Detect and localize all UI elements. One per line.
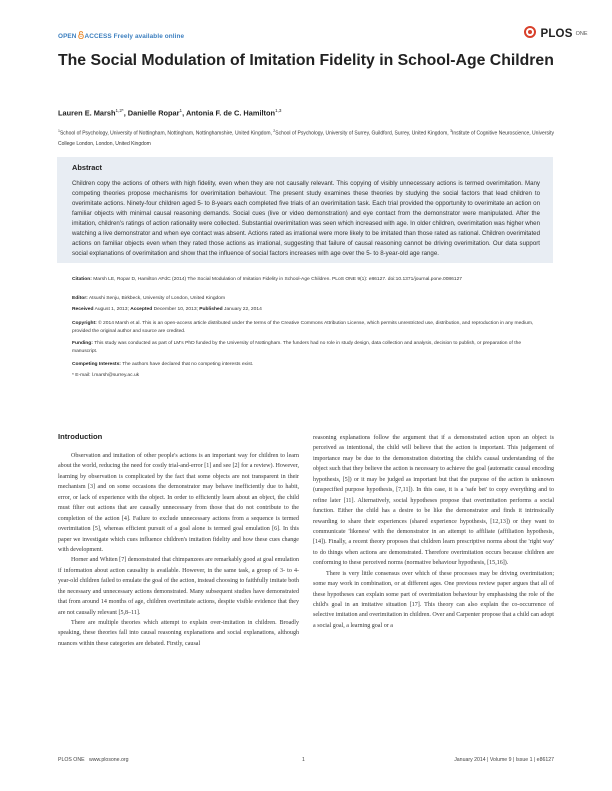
dates-block [72, 306, 542, 314]
paragraph: Observation and imitation of other people's actions is an important way for children to learn about the world, reducing the need for costly trial-and-error [1] and see [2] for a review). However, learning by observation is complicated by the fact that some objects are not transparent in their mechanism [3] and on some occasions the demonstrator may behave inefficiently due to habit, error, or lack of experience with the object. In order to efficiently learn about an object, the child must filter out actions that are causally unnecessary from those that do not contribute to the completion of the action [4]. Failure to exclude unnecessary actions from a sequence is termed overimitation [5], whereas efficient pursuit of a goal alone is termed goal emulation [6]. In this paper we investigate which cues influence children's imitation fidelity and how these cues change with development. [58, 453, 299, 553]
plos-word: PLOS [540, 28, 573, 40]
author-affil-marker: 1 [179, 108, 183, 113]
affiliation: School of Psychology, University of Nottingham, Nottingham, Nottinghamshire, United Kingdom, [59, 130, 272, 137]
copyright-block [72, 320, 542, 336]
citation-block [72, 276, 542, 284]
paragraph: There is very little consensus over which of these processes may be driving overimitation; some may work in combination, or at different ages. One previous review paper argues that all of these hypotheses can explain some part of overimitation behaviour by emphasising the role of the child's goal in an imitative situation [17]. This theory can also explain the co-occurrence of selective imitation and overimitation in children. Over and Carpenter propose that a child can adopt a social goal, a learning goal or a [313, 570, 554, 629]
affiliations [58, 126, 558, 150]
author-name: Antonia F. de C. Hamilton [185, 108, 276, 118]
open-label: OPEN [58, 33, 77, 40]
one-word: ONE [575, 31, 588, 37]
email-line: * E-mail: l.marsh@surrey.ac.uk [72, 373, 140, 378]
funding-text: This study was conducted as part of LM's PhD funded by the University of Nottingham. The funders had no role in study design, data collection and analysis, decision to publish, or preparation of the manuscript. [72, 341, 522, 354]
abstract-heading: Abstract [72, 163, 102, 172]
funding-block [72, 340, 542, 356]
copyright-text: © 2014 Marsh et al. This is an open-access article distributed under the terms of the Creative Commons Attribution License, which permits unrestricted use, distribution, and reproduction in any medium, provided the original author and source are credited. [72, 321, 534, 334]
freely-available-label: Freely available online [113, 33, 185, 40]
competing-text: The authors have declared that no competing interests exist. [122, 362, 254, 367]
competing-label: Competing Interests: [72, 362, 121, 367]
footer-issue: January 2014 | Volume 9 | Issue 1 | e86127 [454, 757, 554, 763]
accepted-label: Accepted [130, 307, 153, 312]
affiliation: School of Psychology, University of Surrey, Guildford, Surrey, United Kingdom, [275, 130, 449, 137]
author-affil-marker: 1,3 [275, 108, 282, 113]
open-access-banner [58, 31, 184, 41]
footer-journal: PLOS ONE [58, 757, 85, 763]
paragraph: There are multiple theories which attempt to explain over-imitation in children. Broadly speaking, these theories fall into causal reasoning explanations and social explanations, although nuances within these categories are debated. Firstly, causal [58, 620, 299, 647]
affil-number: 2 [273, 129, 276, 133]
received-label: Received [72, 307, 94, 312]
paragraph: Horner and Whiten [7] demonstrated that chimpanzees are remarkably good at goal emulation if information about action causality is available. However, in the same task, a group of 3- to 4-year-old children failed to emulate the goal of the action, instead choosing to faithfully imitate both the necessary and unnecessary actions demonstrated. Many subsequent studies have demonstrated that from around 14 months of age, children overimitate actions, despite visible evidence that they are not causally relevant [5,8–11]. [58, 557, 299, 616]
affil-number: 3 [450, 129, 453, 133]
author-list: Lauren E. Marsh$^{1,2*}$, Danielle Ropar$^1$, Antonia F. de C. Hamilton$^{1,3}$ [58, 108, 282, 118]
abstract-text: Children copy the actions of others with high fidelity, even when they are not causally relevant. This copying of visibly unnecessary actions is termed overimitation. Many competing theories propose mechanisms for overimitation behaviour. The present study examines these theories by studying the social factors that lead children to overimitate actions. Ninety-four children aged 5- to 8-years each completed five trials of an overimitation task. Each trial provided the opportunity to overimitate an action on familiar objects with minimal causal reasoning demands. Social cues (live or video demonstration) and eye contact from the demonstrator were manipulated. After the imitation, children's ratings of action rationality were collected. Substantial overimitation was seen which increased with age. In older children, overimitation was higher when watching a live demonstrator and when eye contact was absent. Actions rated as irrational were more likely to be imitated than those rated as rational. Children overimitated actions on familiar objects even when they rated those actions as irrational, suggesting that failure of causal reasoning cannot be driving overimitation. Our data support social explanations of overimitation and show that the influence of social factors increases with age over the 5- to 8-year-old age range. [72, 180, 540, 257]
published-date: January 22, 2014 [224, 307, 262, 312]
competing-interests-block [72, 361, 542, 369]
article-title: The Social Modulation of Imitation Fidelity in School-Age Children [58, 52, 554, 69]
editor-block [72, 295, 542, 303]
plos-one-logo [524, 25, 588, 39]
published-label: Published [199, 307, 223, 312]
intro-left-column [58, 451, 299, 649]
author-affil-marker: 1,2* [115, 108, 124, 113]
copyright-label: Copyright: [72, 321, 97, 326]
affil-number: 1 [58, 129, 60, 133]
intro-right-column [313, 433, 554, 631]
paragraph: reasoning explanations follow the argument that if a demonstrated action upon an object is perceived as intentional, the child will believe that the action is important. This judgement of importance may be due to the demonstration distorting the child's causal understanding of the object such that they believe the action is necessary to achieve the goal (automatic causal encoding hypothesis, [5]) or it may be judged as important but that the purpose of the action is unknown (unspecified purpose hypothesis, [7,11]). In this case, it is a 'safe bet' to copy everything and to refine later [11]. Alternatively, social hypotheses propose that overimitation performs a social function. Either the child has a desire to be like the demonstrator and finds it intrinsically rewarding to share their experiences (shared experience hypothesis, [12,13]) or they want to communicate 'likeness' with the demonstrator in an attempt to affiliate (affiliation hypothesis, [14]). Finally, a recent theory proposes that children learn prescriptive norms about the 'right way' to do things when actions are demonstrated. Therefore overimitation occurs because children are conforming to these perceived norms (normative behaviour hypothesis, [15,16]). [313, 435, 554, 567]
author-name: Lauren E. Marsh [58, 108, 116, 118]
received-date: August 1, 2013; [94, 307, 129, 312]
affiliation: Institute of Cognitive Neuroscience, University College London, London, United Kingdom [58, 130, 555, 148]
citation-text: Marsh LE, Ropar D, Hamilton AFdC (2014) The Social Modulation of Imitation Fidelity in School-Age Children. PLoS ONE 9(1): e86127. doi:10.1371/journal.pone.0086127 [93, 277, 463, 282]
citation-label: Citation: [72, 277, 92, 282]
footer-site-link[interactable]: www.plosone.org [89, 757, 129, 763]
accepted-date: December 10, 2013; [153, 307, 198, 312]
footer-page-number: 1 [302, 757, 305, 763]
open-access-lock-icon [78, 31, 84, 41]
author-name: Danielle Ropar [127, 108, 180, 118]
editor-label: Editor: [72, 296, 88, 301]
introduction-heading: Introduction [58, 432, 103, 441]
editor-text: Atsushi Senju, Birkbeck, University of London, United Kingdom [88, 296, 226, 301]
plos-mark-icon [524, 25, 536, 43]
funding-label: Funding: [72, 341, 93, 346]
access-label: ACCESS [84, 33, 112, 40]
